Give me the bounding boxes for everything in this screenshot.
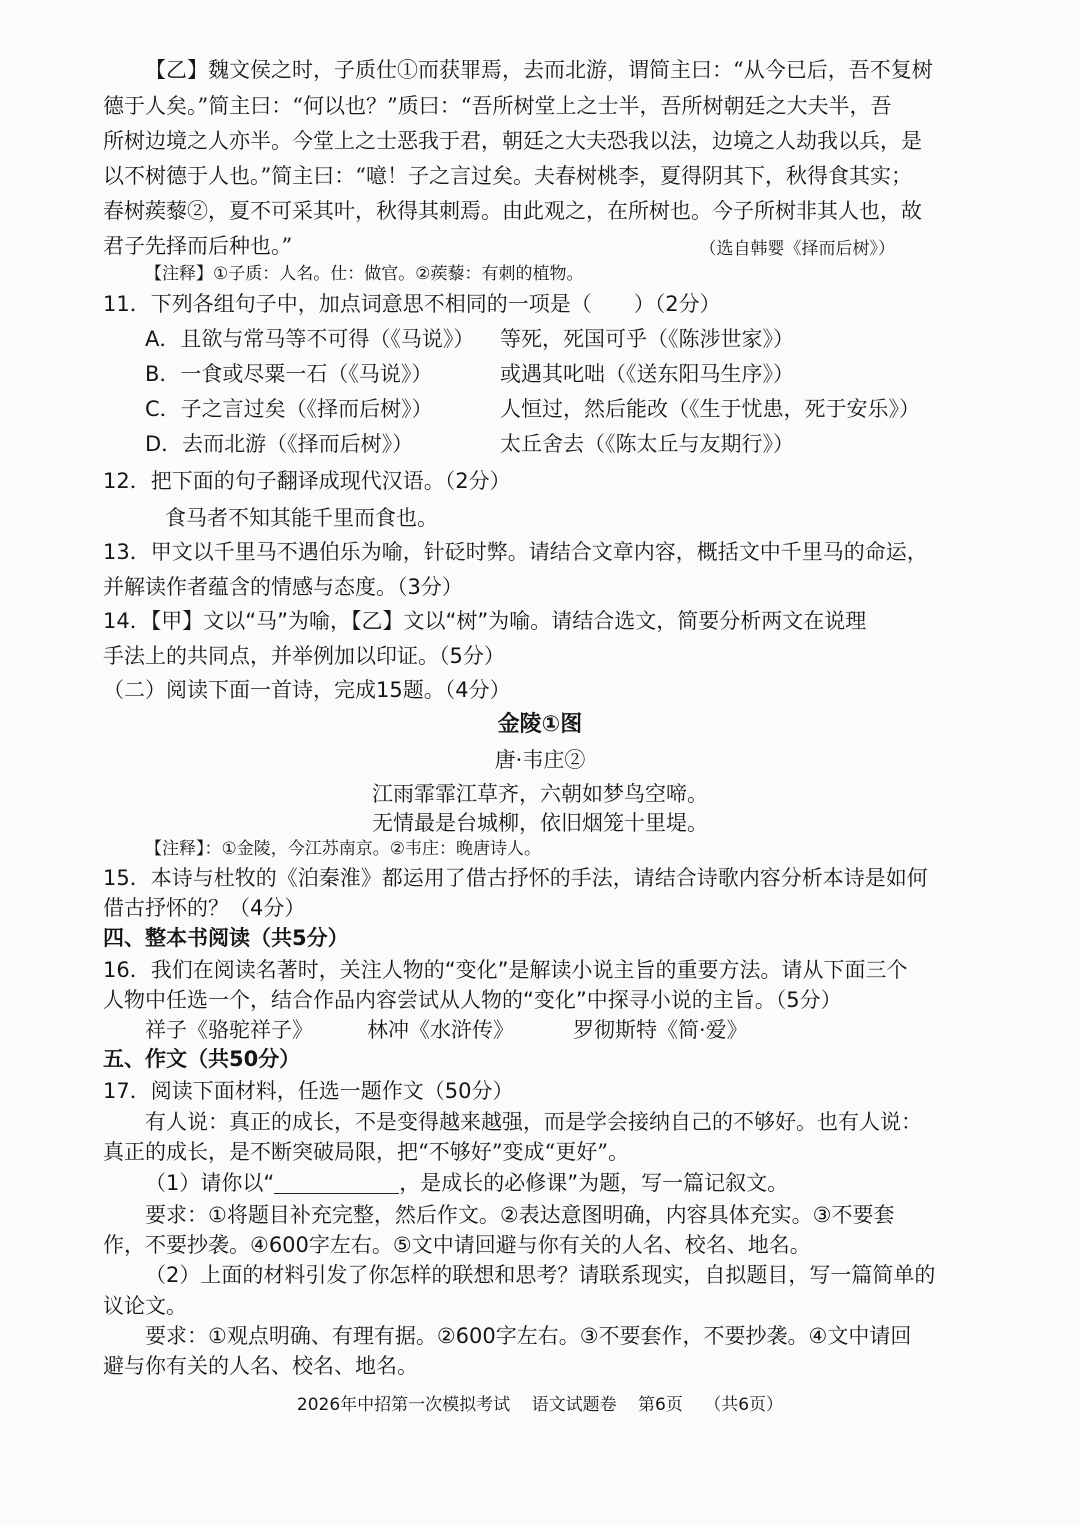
- passage-line: 所树边境之人亦半。今堂上之士恶我于君，朝廷之大夫恐我以法，边境之人劫我以兵，是: [103, 129, 922, 153]
- q12-sentence: 食马者不知其能千里而食也。: [165, 506, 438, 530]
- character-option: 林冲《水浒传》: [367, 1018, 514, 1042]
- poem-line: 江雨霏霏江草齐，六朝如梦鸟空啼。: [372, 782, 708, 806]
- passage-note: 【注释】①子质：人名。仕：做官。②蒺藜：有刺的植物。: [145, 264, 584, 284]
- footer-page: 第6页: [638, 1395, 683, 1415]
- q14-line: 14．【甲】文以“马”为喻，【乙】文以“树”为喻。请结合选文，简要分析两文在说理: [103, 609, 867, 633]
- q17-stem: 17．阅读下面材料，任选一题作文（50分）: [103, 1079, 514, 1103]
- passage-source: （选自韩婴《择而后树》）: [699, 239, 895, 259]
- section5-heading: 五、作文（共50分）: [103, 1047, 301, 1071]
- req2-line: 避与你有关的人名、校名、地名。: [103, 1354, 418, 1378]
- req1-line: 作，不要抄袭。④600字左右。⑤文中请回避与你有关的人名、校名、地名。: [103, 1233, 811, 1257]
- q16-line: 16．我们在阅读名著时，关注人物的“变化”是解读小说主旨的重要方法。请从下面三个: [103, 958, 908, 982]
- q11-option-b-right: 或遇其叱咄（《送东阳马生序》）: [500, 362, 794, 386]
- title-blank: [274, 1171, 399, 1194]
- req1-line: 要求：①将题目补充完整，然后作文。②表达意图明确，内容具体充实。③不要套: [145, 1203, 895, 1227]
- section2-heading: （二）阅读下面一首诗，完成15题。（4分）: [103, 678, 511, 702]
- task1-suffix: ，是成长的必修课”为题，写一篇记叙文。: [399, 1171, 789, 1195]
- material-line: 有人说：真正的成长，不是变得越来越强，而是学会接纳自己的不够好。也有人说：: [145, 1110, 922, 1134]
- q11-option-c-left: C．子之言过矣（《择而后树》）: [145, 397, 433, 421]
- poem-note: 【注释】：①金陵，今江苏南京。②韦庄：晚唐诗人。: [145, 839, 541, 859]
- q12-stem: 12．把下面的句子翻译成现代汉语。（2分）: [103, 469, 511, 493]
- section4-heading: 四、整本书阅读（共5分）: [103, 926, 349, 950]
- q11-option-d-right: 太丘舍去（《陈太丘与友期行》）: [500, 432, 794, 456]
- q11-option-b-left: B．一食或尽粟一石（《马说》）: [145, 362, 433, 386]
- q11-option-d-left: D．去而北游（《择而后树》）: [145, 432, 414, 456]
- q11-option-a-left: A．且欲与常马等不可得（《马说》）: [145, 327, 475, 351]
- footer-subject: 语文试题卷: [531, 1395, 617, 1415]
- passage-line: 君子先择而后种也。”: [103, 234, 293, 258]
- q11-option-a-right: 等死，死国可乎（《陈涉世家》）: [500, 327, 794, 351]
- material-line: 真正的成长，是不断突破局限，把“不够好”变成“更好”。: [103, 1140, 629, 1164]
- footer-exam: 2026年中招第一次模拟考试: [296, 1395, 511, 1415]
- poem-author: 唐·韦庄②: [494, 748, 586, 772]
- task1-line: [145, 1166, 900, 1200]
- footer-total: （共6页）: [704, 1395, 784, 1415]
- q15-line: 15．本诗与杜牧的《泊秦淮》都运用了借古抒怀的手法，请结合诗歌内容分析本诗是如何: [103, 866, 928, 890]
- q13-line: 13．甲文以千里马不遇伯乐为喻，针砭时弊。请结合文章内容，概括文中千里马的命运，: [103, 540, 928, 564]
- task1-prefix: （1）请你以“: [145, 1171, 275, 1195]
- task2-line: （2）上面的材料引发了你怎样的联想和思考？请联系现实，自拟题目，写一篇简单的: [145, 1263, 936, 1287]
- passage-line: 以不树德于人也。”简主曰：“噫！子之言过矣。夫春树桃李，夏得阴其下，秋得食其实；: [103, 164, 912, 188]
- q14-line: 手法上的共同点，并举例加以印证。（5分）: [103, 644, 505, 668]
- req2-line: 要求：①观点明确、有理有据。②600字左右。③不要套作，不要抄袭。④文中请回: [145, 1324, 912, 1348]
- poem-title: 金陵①图: [497, 712, 583, 737]
- q11-option-c-right: 人恒过，然后能改（《生于忧患，死于安乐》）: [500, 397, 920, 421]
- character-option: 祥子《骆驼祥子》: [145, 1018, 313, 1042]
- q16-line: 人物中任选一个，结合作品内容尝试从人物的“变化”中探寻小说的主旨。（5分）: [103, 988, 842, 1012]
- passage-line: 【乙】魏文侯之时，子质仕①而获罪焉，去而北游，谓简主曰：“从今已后，吾不复树: [145, 58, 933, 82]
- passage-line: 春树蒺藜②，夏不可采其叶，秋得其刺焉。由此观之，在所树也。今子所树非其人也，故: [103, 199, 922, 223]
- poem-line: 无情最是台城柳，依旧烟笼十里堤。: [372, 811, 708, 835]
- q15-line: 借古抒怀的？（4分）: [103, 896, 306, 920]
- q13-line: 并解读作者蕴含的情感与态度。（3分）: [103, 575, 463, 599]
- page-footer: [0, 1390, 1080, 1415]
- q11-stem: 11．下列各组句子中，加点词意思不相同的一项是（ ）（2分）: [103, 292, 721, 316]
- task2-line: 议论文。: [103, 1294, 187, 1318]
- character-option: 罗彻斯特《简·爱》: [573, 1018, 748, 1042]
- passage-line: 德于人矣。”简主曰：“何以也？”质曰：“吾所树堂上之士半，吾所树朝廷之大夫半，吾: [103, 94, 892, 118]
